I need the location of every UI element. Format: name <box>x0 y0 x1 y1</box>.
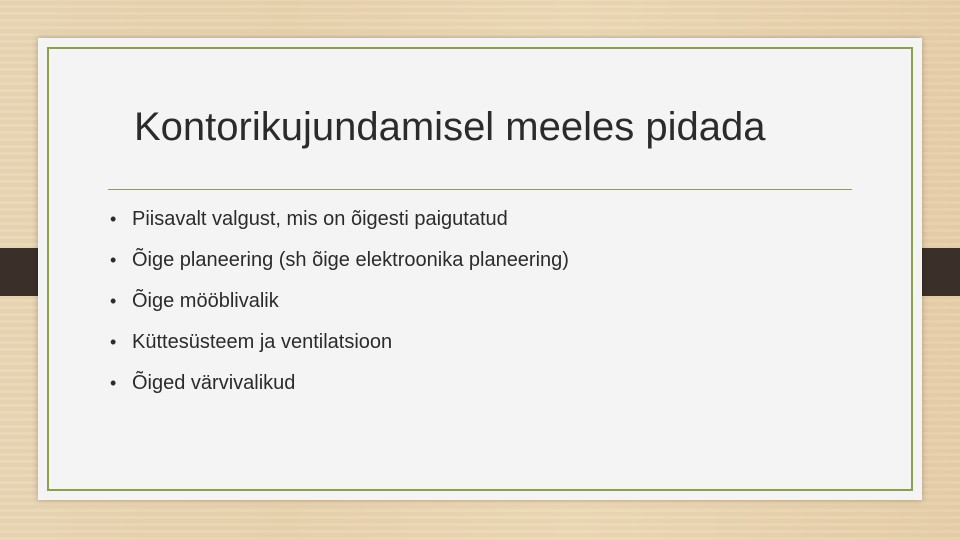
slide-title: Kontorikujundamisel meeles pidada <box>134 105 766 149</box>
bullet-text: Õige mööblivalik <box>132 290 279 312</box>
slide-card <box>38 38 922 500</box>
bullet-text: Küttesüsteem ja ventilatsioon <box>132 331 393 353</box>
bullet-dot: • <box>110 250 117 270</box>
bullet-dot: • <box>110 209 117 229</box>
bullet-text: Piisavalt valgust, mis on õigesti paigutatud <box>132 208 508 230</box>
bullet-dot: • <box>110 373 117 393</box>
bullet-text: Õige planeering (sh õige elektroonika planeering) <box>132 249 569 271</box>
bullet-text: Õiged värvivalikud <box>132 372 296 394</box>
bullet-dot: • <box>110 291 117 311</box>
title-divider <box>108 189 852 190</box>
bullet-dot: • <box>110 332 117 352</box>
